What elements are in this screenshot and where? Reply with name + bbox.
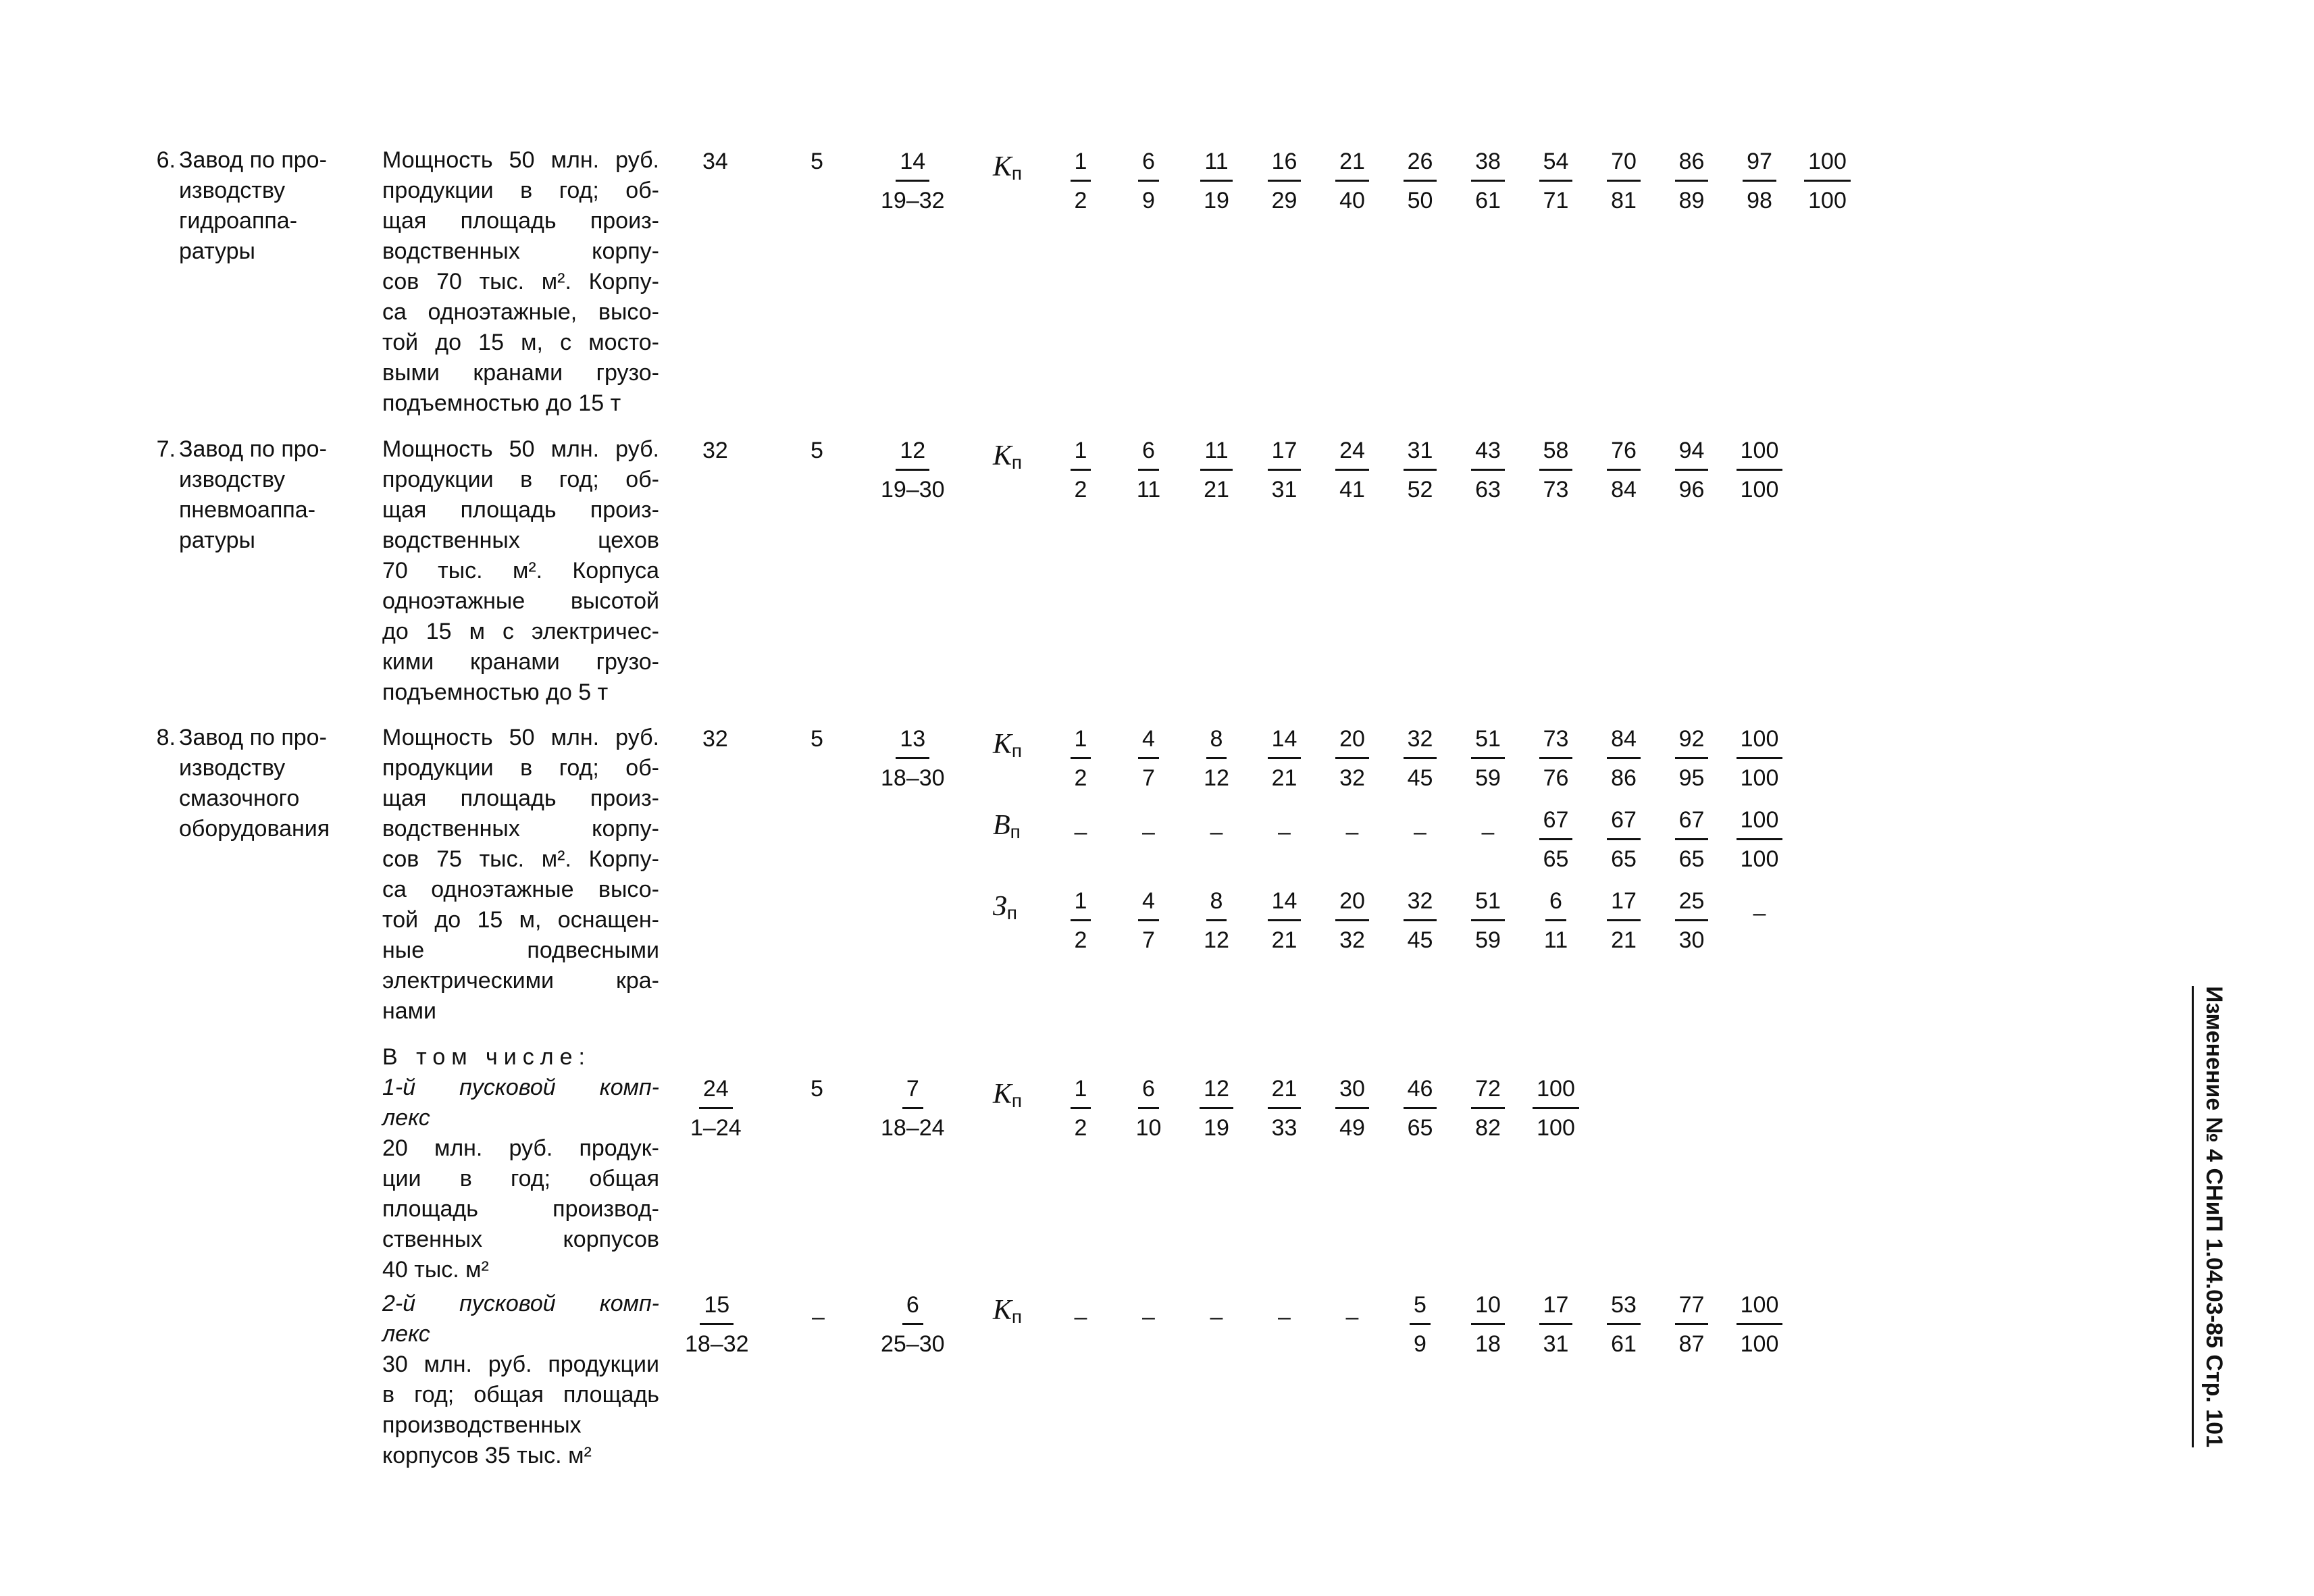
series-cell: $\frac{4}{7}$ xyxy=(1115,885,1183,956)
series-cell: $\frac{100}{100}$ xyxy=(1726,434,1793,506)
series-cell: $\frac{100}{100}$ xyxy=(1726,1289,1793,1360)
series-cell: $\frac{14}{21}$ xyxy=(1251,885,1318,956)
construction-period: $\frac{14}{19-32}$ xyxy=(877,145,949,217)
series-cell: $\frac{51}{59}$ xyxy=(1454,723,1522,794)
series-cell: $\frac{11}{19}$ xyxy=(1183,145,1250,217)
series-cell: $\frac{30}{49}$ xyxy=(1318,1073,1386,1144)
series-cell: $\frac{73}{76}$ xyxy=(1522,723,1590,794)
series-cell: $\frac{32}{45}$ xyxy=(1387,723,1454,794)
enterprise-description: Мощность 50 млн. руб. продукции в год; об- щая площадь произ- водственных корпу- сов 70 тыс. м². Корпу- са одноэтажные, высо- той до 15 м, с мосто- выми кранами грузо- подъемностью до 15 т xyxy=(382,147,659,416)
enterprise-description: Мощность 50 млн. руб. продукции в год; об- щая площадь произ- водственных цехов 70 тыс. м². Корпуса одноэтажные высотой до 15 м с электричес- кими кранами грузо- подъемностью до 5 т xyxy=(382,436,659,705)
series-cell: – xyxy=(1210,819,1223,845)
series-cell: $\frac{24}{41}$ xyxy=(1318,434,1386,506)
series-cell: – xyxy=(1414,819,1426,845)
preparation-period: 5 xyxy=(811,149,823,174)
total-duration: 34 xyxy=(702,149,728,174)
series-cell: $\frac{72}{82}$ xyxy=(1454,1073,1522,1144)
subrow-description: 2-й пусковой комп- лекс 30 млн. руб. продукции в год; общая площадь производственных корпусов 35 тыс. м² xyxy=(382,1291,659,1468)
series-cell: $\frac{8}{12}$ xyxy=(1183,885,1250,956)
series-cell: $\frac{67}{65}$ xyxy=(1590,804,1657,875)
series-cell: – xyxy=(1210,1304,1223,1330)
series-symbol: $К_п$ xyxy=(993,1295,1023,1327)
series-cell: $\frac{20}{32}$ xyxy=(1318,885,1386,956)
series-cell: $\frac{21}{33}$ xyxy=(1251,1073,1318,1144)
preparation-period: – xyxy=(812,1304,825,1330)
enterprise-name: Завод по про- изводству пневмоаппа- ратуры xyxy=(179,436,327,553)
series-symbol: $В_п$ xyxy=(993,810,1021,842)
construction-period: $\frac{13}{18-30}$ xyxy=(877,723,949,794)
series-cell: – xyxy=(1753,900,1766,926)
series-cell: $\frac{100}{100}$ xyxy=(1726,723,1793,794)
series-cell: $\frac{1}{2}$ xyxy=(1047,434,1114,506)
series-cell: $\frac{10}{18}$ xyxy=(1454,1289,1522,1360)
series-cell: $\frac{43}{63}$ xyxy=(1454,434,1522,506)
total-duration: $\frac{15}{18-32}$ xyxy=(681,1289,753,1360)
series-cell: $\frac{6}{10}$ xyxy=(1115,1073,1183,1144)
series-cell: $\frac{17}{31}$ xyxy=(1251,434,1318,506)
row-number: 6. xyxy=(156,147,176,173)
series-cell: – xyxy=(1278,819,1291,845)
construction-period: $\frac{7}{18-24}$ xyxy=(877,1073,949,1144)
series-cell: – xyxy=(1481,819,1495,845)
total-duration: $\frac{24}{1-24}$ xyxy=(686,1073,746,1144)
enterprise-name: Завод по про- изводству смазочного оборудования xyxy=(179,725,330,842)
series-cell: $\frac{67}{65}$ xyxy=(1522,804,1590,875)
page-side-caption: Изменение № 4 СНиП 1.04.03-85 Стр. 101 xyxy=(2192,986,2229,1447)
series-cell: $\frac{4}{7}$ xyxy=(1115,723,1183,794)
series-cell: $\frac{1}{2}$ xyxy=(1047,1073,1114,1144)
construction-period: $\frac{6}{25-30}$ xyxy=(877,1289,949,1360)
row-number: 7. xyxy=(156,436,176,462)
including-label: В том числе: xyxy=(382,1044,591,1070)
series-row xyxy=(0,885,2314,959)
series-cell: – xyxy=(1142,1304,1155,1330)
series-row xyxy=(0,145,2314,220)
row-number: 8. xyxy=(156,725,176,750)
series-row xyxy=(0,1073,2314,1147)
series-cell: $\frac{25}{30}$ xyxy=(1658,885,1726,956)
preparation-period: 5 xyxy=(811,438,823,463)
series-cell: $\frac{54}{71}$ xyxy=(1522,145,1590,217)
series-cell: $\frac{58}{73}$ xyxy=(1522,434,1590,506)
series-symbol: $З_п$ xyxy=(993,891,1017,923)
series-row xyxy=(0,434,2314,509)
series-cell: $\frac{94}{96}$ xyxy=(1658,434,1726,506)
series-cell: $\frac{17}{31}$ xyxy=(1522,1289,1590,1360)
series-cell: $\frac{20}{32}$ xyxy=(1318,723,1386,794)
series-symbol: $К_п$ xyxy=(993,1079,1023,1111)
series-cell: $\frac{16}{29}$ xyxy=(1251,145,1318,217)
series-cell: $\frac{76}{84}$ xyxy=(1590,434,1657,506)
series-cell: $\frac{5}{9}$ xyxy=(1387,1289,1454,1360)
series-cell: $\frac{31}{52}$ xyxy=(1387,434,1454,506)
series-cell: $\frac{86}{89}$ xyxy=(1658,145,1726,217)
series-cell: – xyxy=(1278,1304,1291,1330)
series-cell: $\frac{11}{21}$ xyxy=(1183,434,1250,506)
series-cell: $\frac{92}{95}$ xyxy=(1658,723,1726,794)
series-row xyxy=(0,804,2314,878)
series-cell: $\frac{17}{21}$ xyxy=(1590,885,1657,956)
series-cell: – xyxy=(1074,1304,1087,1330)
series-cell: $\frac{26}{50}$ xyxy=(1387,145,1454,217)
total-duration: 32 xyxy=(702,726,728,752)
enterprise-name: Завод по про- изводству гидроаппа- ратуры xyxy=(179,147,327,264)
series-symbol: $К_п$ xyxy=(993,729,1023,761)
series-cell: $\frac{38}{61}$ xyxy=(1454,145,1522,217)
series-row xyxy=(0,1289,2314,1363)
enterprise-description: Мощность 50 млн. руб. продукции в год; об- щая площадь произ- водственных корпу- сов 75 тыс. м². Корпу- са одноэтажные высо- той до 15 м, оснащен- ные подвесными электрическими кра- нами xyxy=(382,725,659,1024)
construction-period: $\frac{12}{19-30}$ xyxy=(877,434,949,506)
series-cell: $\frac{51}{59}$ xyxy=(1454,885,1522,956)
series-symbol: $К_п$ xyxy=(993,151,1023,184)
series-cell: $\frac{100}{100}$ xyxy=(1794,145,1861,217)
series-cell: $\frac{97}{98}$ xyxy=(1726,145,1793,217)
preparation-period: 5 xyxy=(811,1076,823,1102)
series-cell: $\frac{12}{19}$ xyxy=(1183,1073,1250,1144)
series-cell: $\frac{14}{21}$ xyxy=(1251,723,1318,794)
series-cell: – xyxy=(1074,819,1087,845)
series-cell: $\frac{6}{9}$ xyxy=(1115,145,1183,217)
series-cell: $\frac{70}{81}$ xyxy=(1590,145,1657,217)
series-symbol: $К_п$ xyxy=(993,440,1023,473)
total-duration: 32 xyxy=(702,438,728,463)
series-cell: $\frac{84}{86}$ xyxy=(1590,723,1657,794)
series-cell: $\frac{6}{11}$ xyxy=(1115,434,1183,506)
series-cell: – xyxy=(1345,819,1359,845)
series-cell: – xyxy=(1142,819,1155,845)
series-cell: $\frac{32}{45}$ xyxy=(1387,885,1454,956)
series-cell: $\frac{53}{61}$ xyxy=(1590,1289,1657,1360)
series-cell: – xyxy=(1345,1304,1359,1330)
series-cell: $\frac{1}{2}$ xyxy=(1047,723,1114,794)
series-cell: $\frac{1}{2}$ xyxy=(1047,885,1114,956)
series-cell: $\frac{100}{100}$ xyxy=(1726,804,1793,875)
series-cell: $\frac{6}{11}$ xyxy=(1522,885,1590,956)
series-cell: $\frac{1}{2}$ xyxy=(1047,145,1114,217)
series-cell: $\frac{46}{65}$ xyxy=(1387,1073,1454,1144)
series-cell: $\frac{77}{87}$ xyxy=(1658,1289,1726,1360)
series-cell: $\frac{100}{100}$ xyxy=(1522,1073,1590,1144)
series-cell: $\frac{8}{12}$ xyxy=(1183,723,1250,794)
series-cell: $\frac{21}{40}$ xyxy=(1318,145,1386,217)
series-row xyxy=(0,723,2314,797)
preparation-period: 5 xyxy=(811,726,823,752)
series-cell: $\frac{67}{65}$ xyxy=(1658,804,1726,875)
subrow-description: 1-й пусковой комп- лекс 20 млн. руб. продук- ции в год; общая площадь производ- ственных корпусов 40 тыс. м² xyxy=(382,1075,659,1283)
